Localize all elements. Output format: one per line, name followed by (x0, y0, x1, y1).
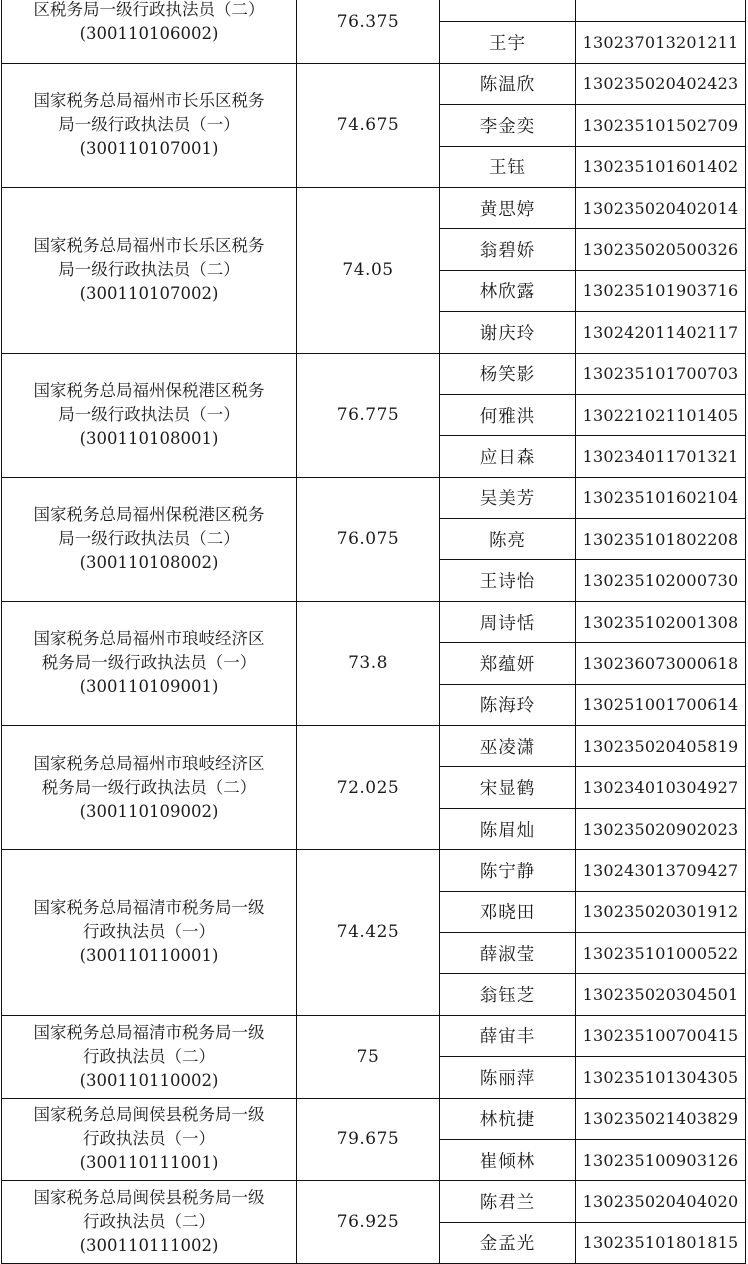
table-row (2, 850, 746, 891)
exam-id: 130235100903126 (576, 1139, 746, 1180)
min-score-cell: 76.925 (297, 1181, 440, 1264)
exam-id: 130235101700703 (576, 353, 746, 394)
position-line: 局一级行政执法员（一） (58, 405, 240, 425)
min-score-cell: 74.05 (297, 187, 440, 353)
position-line: (300110106002) (79, 23, 219, 43)
position-line: 国家税务总局闽侯县税务局一级 (33, 1188, 265, 1208)
exam-id: 130243013709427 (576, 850, 746, 891)
candidate-name: 王诗怡 (440, 560, 576, 601)
candidate-name (440, 0, 576, 22)
table-row (2, 63, 746, 104)
candidate-name: 陈丽萍 (440, 1057, 576, 1098)
exam-id: 130235101502709 (576, 105, 746, 146)
exam-id: 130235021403829 (576, 1098, 746, 1139)
candidate-name: 巫凌潇 (440, 726, 576, 767)
table-row (2, 726, 746, 767)
table-body (2, 0, 746, 1264)
position-line: 国家税务总局福州市琅岐经济区 (33, 629, 265, 649)
candidate-name: 黄思婷 (440, 187, 576, 228)
position-cell (2, 477, 297, 601)
candidate-name: 陈海玲 (440, 684, 576, 725)
exam-id: 130235101802208 (576, 519, 746, 560)
candidate-table (1, 0, 746, 1264)
position-line: 国家税务总局福州市长乐区税务 (33, 236, 265, 256)
exam-id: 130234010304927 (576, 767, 746, 808)
position-line: 局一级行政执法员（一） (58, 115, 240, 135)
position-cell (2, 1015, 297, 1098)
exam-id: 130235020301912 (576, 891, 746, 932)
exam-id (576, 0, 746, 22)
min-score-cell: 76.075 (297, 477, 440, 601)
table-row (2, 0, 746, 22)
position-line: 行政执法员（一） (83, 1129, 215, 1149)
candidate-name: 林欣露 (440, 270, 576, 311)
candidate-name: 陈眉灿 (440, 808, 576, 849)
exam-id: 130235101801815 (576, 1222, 746, 1263)
min-score-cell: 75 (297, 1015, 440, 1098)
position-line: 国家税务总局福清市税务局一级 (33, 898, 265, 918)
candidate-name: 吴美芳 (440, 477, 576, 518)
position-line: (300110109001) (79, 677, 219, 697)
exam-id: 130251001700614 (576, 684, 746, 725)
candidate-name: 陈亮 (440, 519, 576, 560)
table-row (2, 1098, 746, 1139)
exam-id: 130235101903716 (576, 270, 746, 311)
position-cell (2, 187, 297, 353)
exam-id: 130221021101405 (576, 394, 746, 435)
position-line: (300110108002) (79, 553, 219, 573)
exam-id: 130236073000618 (576, 643, 746, 684)
candidate-name: 陈宁静 (440, 850, 576, 891)
position-line: 行政执法员（一） (83, 922, 215, 942)
table-row (2, 353, 746, 394)
table-row (2, 187, 746, 228)
position-line: (300110108001) (79, 429, 219, 449)
position-line: (300110111001) (79, 1153, 219, 1173)
candidate-name: 薛宙丰 (440, 1015, 576, 1056)
position-cell (2, 353, 297, 477)
min-score-cell: 79.675 (297, 1098, 440, 1181)
exam-id: 130235020402014 (576, 187, 746, 228)
position-line: 行政执法员（二） (83, 1212, 215, 1232)
position-line: (300110109002) (79, 801, 219, 821)
candidate-name: 陈温欣 (440, 63, 576, 104)
table-row (2, 477, 746, 518)
position-cell (2, 1098, 297, 1181)
position-line: 国家税务总局福州市琅岐经济区 (33, 753, 265, 773)
exam-id: 130234011701321 (576, 436, 746, 477)
candidate-name: 翁钰芝 (440, 974, 576, 1015)
candidate-name: 陈君兰 (440, 1181, 576, 1222)
position-cell (2, 0, 297, 63)
min-score-cell: 76.775 (297, 353, 440, 477)
candidate-name: 翁碧娇 (440, 229, 576, 270)
candidate-name: 宋显鹤 (440, 767, 576, 808)
exam-id: 130235020404020 (576, 1181, 746, 1222)
position-line: 国家税务总局福州保税港区税务 (33, 505, 265, 525)
min-score-cell: 72.025 (297, 726, 440, 850)
exam-id: 130237013201211 (576, 22, 746, 63)
exam-id: 130235102000730 (576, 560, 746, 601)
candidate-name: 周诗恬 (440, 601, 576, 642)
candidate-name: 邓晓田 (440, 891, 576, 932)
position-line: 税务局一级行政执法员（二） (41, 777, 257, 797)
table-row (2, 1181, 746, 1222)
min-score-cell: 76.375 (297, 0, 440, 63)
exam-id: 130235020500326 (576, 229, 746, 270)
exam-id: 130235100700415 (576, 1015, 746, 1056)
candidate-name: 应日森 (440, 436, 576, 477)
candidate-name: 林杭捷 (440, 1098, 576, 1139)
position-line: (300110107002) (79, 284, 219, 304)
position-line: (300110110001) (79, 946, 219, 966)
candidate-name: 谢庆玲 (440, 312, 576, 353)
position-line: 行政执法员（二） (83, 1046, 215, 1066)
position-line: 国家税务总局福清市税务局一级 (33, 1022, 265, 1042)
position-cell (2, 850, 297, 1016)
exam-id: 130235101304305 (576, 1057, 746, 1098)
exam-id: 130235020902023 (576, 808, 746, 849)
position-line: 区税务局一级行政执法员（二） (33, 0, 265, 19)
min-score-cell: 74.425 (297, 850, 440, 1016)
candidate-name: 杨笑影 (440, 353, 576, 394)
candidate-name: 王钰 (440, 146, 576, 187)
candidate-name: 金孟光 (440, 1222, 576, 1263)
candidate-name: 崔倾林 (440, 1139, 576, 1180)
table-row (2, 601, 746, 642)
position-cell (2, 601, 297, 725)
exam-id: 130235020304501 (576, 974, 746, 1015)
candidate-name: 郑蕴妍 (440, 643, 576, 684)
candidate-name: 何雅洪 (440, 394, 576, 435)
position-line: 国家税务总局闽侯县税务局一级 (33, 1105, 265, 1125)
position-cell (2, 726, 297, 850)
position-line: 税务局一级行政执法员（一） (41, 653, 257, 673)
position-cell (2, 1181, 297, 1264)
position-line: 局一级行政执法员（二） (58, 260, 240, 280)
position-line: 局一级行政执法员（二） (58, 529, 240, 549)
candidate-name: 薛淑莹 (440, 932, 576, 973)
position-line: 国家税务总局福州保税港区税务 (33, 381, 265, 401)
exam-id: 130235101000522 (576, 932, 746, 973)
candidate-name: 李金奕 (440, 105, 576, 146)
candidate-name: 王宇 (440, 22, 576, 63)
position-line: (300110107001) (79, 139, 219, 159)
exam-id: 130235020405819 (576, 726, 746, 767)
position-line: 国家税务总局福州市长乐区税务 (33, 91, 265, 111)
table-row (2, 1015, 746, 1056)
exam-id: 130242011402117 (576, 312, 746, 353)
min-score-cell: 73.8 (297, 601, 440, 725)
exam-id: 130235101601402 (576, 146, 746, 187)
exam-id: 130235101602104 (576, 477, 746, 518)
exam-id: 130235102001308 (576, 601, 746, 642)
position-line: (300110110002) (79, 1070, 219, 1090)
position-line: (300110111002) (79, 1236, 219, 1256)
min-score-cell: 74.675 (297, 63, 440, 187)
exam-id: 130235020402423 (576, 63, 746, 104)
position-cell (2, 63, 297, 187)
